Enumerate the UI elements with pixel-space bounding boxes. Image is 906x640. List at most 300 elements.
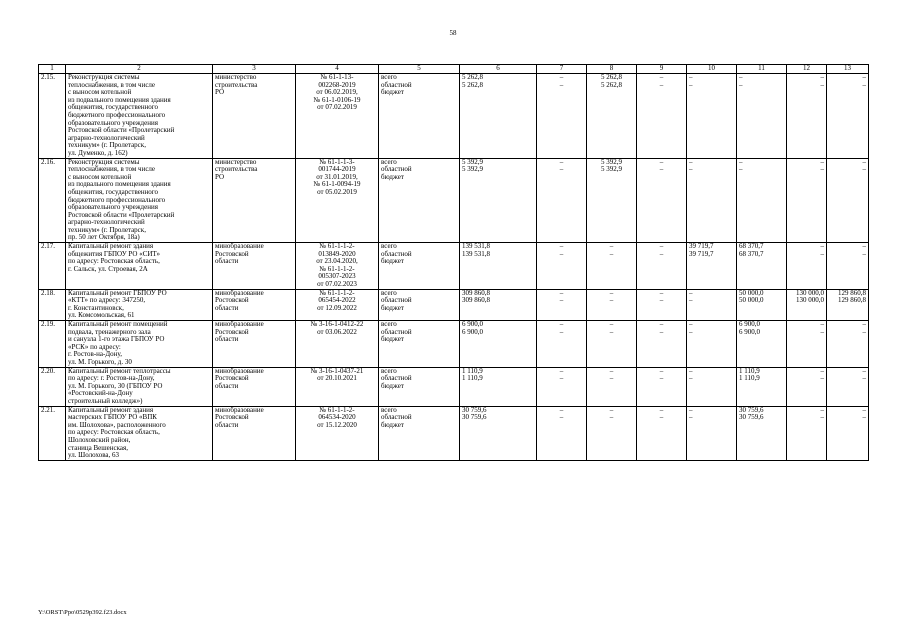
responsible-org-line: области <box>215 420 239 429</box>
amount-value: – <box>659 165 664 174</box>
amount-value: – <box>609 413 614 422</box>
amount-value: – <box>862 165 866 174</box>
document-ref-line: № 61-1-13- <box>320 73 354 81</box>
amount-value: – <box>559 406 564 414</box>
funding-source-line: бюджет <box>381 303 404 312</box>
amount-value: 39 719,7 <box>689 242 714 251</box>
funding-source-line: областной <box>381 413 412 422</box>
responsible-org-line: министерство <box>215 73 257 81</box>
object-name-line: г. Константиновск, <box>68 303 124 312</box>
document-ref-line: № 61-1-1-2- <box>319 264 355 273</box>
object-name <box>66 367 213 406</box>
funding-source-line: бюджет <box>381 335 404 344</box>
amount-value: 30 759,6 <box>739 406 764 414</box>
amount-value: – <box>659 296 664 305</box>
object-name <box>66 158 213 243</box>
amount-cell <box>637 158 687 243</box>
amount-cell <box>687 321 737 368</box>
responsible-org-line: Ростовской <box>215 327 249 336</box>
amount-value: – <box>689 367 693 375</box>
object-name-line: аграрно-технологический <box>68 133 145 142</box>
object-name-line: Капитальный ремонт помещений <box>68 320 168 328</box>
funding-source-line: бюджет <box>381 381 404 390</box>
amount-value: 130 000,0 <box>796 296 824 305</box>
funding-source-line: областной <box>381 165 412 174</box>
amount-cell <box>587 74 637 159</box>
object-name-line: общежития ГБПОУ РО «СИТ» <box>68 249 161 258</box>
amount-value: – <box>609 289 614 297</box>
amount-value: – <box>820 327 824 336</box>
object-name <box>66 289 213 320</box>
object-name-line: с выносом котельной <box>68 172 132 181</box>
amount-value: 139 531,8 <box>462 249 490 258</box>
amount-value: 5 392,9 <box>601 165 622 174</box>
amount-cell <box>537 74 587 159</box>
amount-value: – <box>559 242 564 251</box>
object-name-line: Реконструкция системы <box>68 73 140 81</box>
object-name-line: ул. М. Горького, д. 30 <box>68 357 132 366</box>
document-ref-line: от 23.04.2020, <box>316 257 358 266</box>
amount-cell <box>787 243 827 290</box>
responsible-org-line: области <box>215 303 239 312</box>
object-name-line: из подвального помещения здания <box>68 180 171 189</box>
object-name-line: общежития, государственного <box>68 103 159 112</box>
document-ref <box>296 289 379 320</box>
amount-value: 309 860,8 <box>462 289 490 297</box>
funding-source <box>379 158 460 243</box>
responsible-org-line: минобразование <box>215 367 264 375</box>
document-ref-line: 005307-2023 <box>318 272 356 281</box>
amount-cell <box>460 289 537 320</box>
amount-cell <box>827 367 869 406</box>
object-name-line: с выносом котельной <box>68 88 132 97</box>
amount-value: 6 900,0 <box>462 327 483 336</box>
object-name-line: и санузла 1-го этажа ГБПОУ РО <box>68 335 165 344</box>
table-row <box>39 321 869 368</box>
amount-value: – <box>559 165 564 174</box>
amount-value: – <box>559 73 564 81</box>
responsible-org <box>213 158 296 243</box>
responsible-org-line: области <box>215 335 239 344</box>
funding-source <box>379 74 460 159</box>
header-cell: 10 <box>687 65 737 74</box>
file-path-footer: Y:\ORST\Ppo\0529p392.f23.docx <box>38 609 127 616</box>
amount-cell <box>460 74 537 159</box>
document-ref-line: от 20.10.2021 <box>317 374 357 383</box>
amount-value: – <box>609 406 614 414</box>
document-ref-line: от 07.02.2019 <box>317 103 357 112</box>
amount-value: – <box>739 165 743 174</box>
responsible-org-line: министерство <box>215 158 257 166</box>
amount-value: – <box>689 165 693 174</box>
object-name-line: теплоснабжения, в том числе <box>68 80 156 89</box>
amount-value: 1 110,9 <box>462 374 483 383</box>
amount-value: – <box>609 327 614 336</box>
amount-value: 50 000,0 <box>739 289 764 297</box>
object-name-line: аграрно-технологический <box>68 218 145 227</box>
amount-value: – <box>689 289 693 297</box>
responsible-org-line: строительства <box>215 80 258 89</box>
header-cell: 6 <box>460 65 537 74</box>
responsible-org-line: области <box>215 257 239 266</box>
row-number: 2.19. <box>39 321 66 368</box>
amount-value: – <box>689 320 693 328</box>
amount-cell <box>687 243 737 290</box>
amount-value: – <box>659 73 664 81</box>
amount-value: – <box>659 249 664 258</box>
document-ref-line: № 61-1-0094-19 <box>313 180 361 189</box>
funding-source <box>379 243 460 290</box>
responsible-org-line: минобразование <box>215 242 264 251</box>
amount-value: – <box>820 73 824 81</box>
amount-value: – <box>689 80 693 89</box>
amount-value: – <box>862 242 866 251</box>
amount-value: – <box>689 413 693 422</box>
amount-cell <box>637 289 687 320</box>
amount-cell <box>737 367 787 406</box>
table-row <box>39 74 869 159</box>
funding-source-line: всего <box>381 73 397 81</box>
header-cell: 7 <box>537 65 587 74</box>
document-ref-line: 001744-2019 <box>318 165 356 174</box>
amount-value: – <box>609 320 614 328</box>
amount-value: – <box>659 406 664 414</box>
responsible-org-line: минобразование <box>215 406 264 414</box>
amount-cell <box>637 406 687 460</box>
amount-value: – <box>609 374 614 383</box>
funding-source-line: областной <box>381 80 412 89</box>
amount-cell <box>537 243 587 290</box>
object-name-line: по адресу: Ростовская область, <box>68 428 160 437</box>
amount-cell <box>827 74 869 159</box>
amount-value: 129 860,8 <box>838 289 866 297</box>
object-name-line: ул. Шолохова, 63 <box>68 451 120 460</box>
amount-value: 30 759,6 <box>462 406 487 414</box>
amount-cell <box>787 74 827 159</box>
amount-cell <box>737 321 787 368</box>
amount-cell <box>587 321 637 368</box>
header-cell: 12 <box>787 65 827 74</box>
responsible-org <box>213 74 296 159</box>
document-ref-line: от 05.02.2019 <box>317 187 357 196</box>
object-name-line: Капитальный ремонт теплотрассы <box>68 367 171 375</box>
amount-value: 6 900,0 <box>739 320 760 328</box>
amount-value: – <box>559 289 564 297</box>
amount-value: – <box>820 165 824 174</box>
amount-value: – <box>820 158 824 166</box>
document-ref <box>296 367 379 406</box>
document-ref <box>296 243 379 290</box>
amount-value: – <box>609 367 614 375</box>
amount-cell <box>737 158 787 243</box>
object-name-line: техникум» (г. Пролетарск, <box>68 225 146 234</box>
amount-cell <box>827 158 869 243</box>
amount-value: 1 110,9 <box>739 367 760 375</box>
amount-cell <box>587 367 637 406</box>
amount-value: – <box>862 249 866 258</box>
object-name-line: ул. Комсомольская, 61 <box>68 311 135 320</box>
table-row <box>39 289 869 320</box>
row-number: 2.18. <box>39 289 66 320</box>
amount-cell <box>787 321 827 368</box>
amount-value: – <box>820 242 824 251</box>
amount-value: – <box>739 158 743 166</box>
funding-source-line: всего <box>381 158 397 166</box>
amount-value: – <box>739 73 743 81</box>
funding-source-line: всего <box>381 320 397 328</box>
amount-cell <box>537 321 587 368</box>
responsible-org-line: строительства <box>215 165 258 174</box>
object-name-line: мастерских ГБПОУ РО «ВПК <box>68 413 157 422</box>
responsible-org-line: Ростовской <box>215 296 249 305</box>
amount-cell <box>687 367 737 406</box>
object-name-line: Капитальный ремонт здания <box>68 242 154 251</box>
funding-source <box>379 321 460 368</box>
amount-cell <box>737 243 787 290</box>
amount-value: – <box>559 413 564 422</box>
amount-value: 5 392,9 <box>462 165 483 174</box>
amount-value: 5 392,9 <box>601 158 622 166</box>
amount-value: 50 000,0 <box>739 296 764 305</box>
header-cell: 4 <box>296 65 379 74</box>
amount-cell <box>687 158 737 243</box>
amount-value: 68 370,7 <box>739 249 764 258</box>
object-name-line: «КТТ» по адресу: 347250, <box>68 296 146 305</box>
object-name <box>66 74 213 159</box>
responsible-org-line: Ростовской <box>215 374 249 383</box>
object-name-line: «Ростовский-на-Дону <box>68 389 133 398</box>
amount-cell <box>587 406 637 460</box>
row-number: 2.16. <box>39 158 66 243</box>
object-name-line: ул. Думенко, д. 162) <box>68 148 128 157</box>
amount-value: 39 719,7 <box>689 249 714 258</box>
funding-source-line: бюджет <box>381 257 404 266</box>
funding-source-line: областной <box>381 327 412 336</box>
document-ref-line: от 15.12.2020 <box>317 420 357 429</box>
amount-value: 6 900,0 <box>462 320 483 328</box>
amount-value: – <box>689 374 693 383</box>
amount-cell <box>637 74 687 159</box>
header-cell: 11 <box>737 65 787 74</box>
amount-cell <box>460 367 537 406</box>
object-name <box>66 243 213 290</box>
document-ref-line: № 61-1-1-2- <box>319 289 355 297</box>
document-ref-line: от 31.01.2019, <box>316 172 358 181</box>
amount-cell <box>460 243 537 290</box>
responsible-org-line: РО <box>215 88 225 97</box>
object-name-line: образовательного учреждения <box>68 118 158 127</box>
amount-value: – <box>609 242 614 251</box>
object-name-line: им. Шолохова», расположенного <box>68 420 166 429</box>
amount-value: – <box>659 374 664 383</box>
document-ref-line: 013849-2020 <box>318 249 356 258</box>
amount-value: – <box>659 367 664 375</box>
amount-value: – <box>559 296 564 305</box>
amount-value: 5 262,8 <box>601 73 622 81</box>
amount-value: – <box>689 158 693 166</box>
amount-value: – <box>739 80 743 89</box>
amount-value: – <box>862 80 866 89</box>
amount-value: – <box>609 249 614 258</box>
document-ref <box>296 158 379 243</box>
responsible-org-line: области <box>215 381 239 390</box>
object-name-line: станица Вешенская, <box>68 443 128 452</box>
header-cell: 9 <box>637 65 687 74</box>
funding-source-line: областной <box>381 296 412 305</box>
table-row <box>39 406 869 460</box>
document-ref-line: № 61-1-0106-19 <box>313 95 361 104</box>
amount-value: 68 370,7 <box>739 242 764 251</box>
responsible-org <box>213 406 296 460</box>
amount-cell <box>587 158 637 243</box>
document-ref <box>296 321 379 368</box>
object-name-line: г. Ростов-на-Дону, <box>68 350 122 359</box>
object-name-line: «РСК» по адресу: <box>68 342 121 351</box>
object-name-line: строительный колледж») <box>68 396 143 405</box>
object-name-line: по адресу: г. Ростов-на-Дону, <box>68 374 155 383</box>
amount-value: 309 860,8 <box>462 296 490 305</box>
amount-value: – <box>862 73 866 81</box>
header-cell: 2 <box>66 65 213 74</box>
amount-value: – <box>559 367 564 375</box>
amount-value: 5 262,8 <box>601 80 622 89</box>
amount-value: – <box>659 289 664 297</box>
funding-source-line: всего <box>381 406 397 414</box>
document-ref-line: от 07.02.2023 <box>317 280 357 289</box>
object-name-line: образовательного учреждения <box>68 203 158 212</box>
amount-value: 5 262,8 <box>462 80 483 89</box>
document-ref-line: № 3-16-1-0412-22 <box>310 320 364 328</box>
responsible-org-line: Ростовской <box>215 249 249 258</box>
header-cell: 3 <box>213 65 296 74</box>
document-ref-line: № 3-16-1-0437-21 <box>310 367 364 375</box>
amount-value: – <box>689 296 693 305</box>
responsible-org-line: минобразование <box>215 320 264 328</box>
amount-value: – <box>820 367 824 375</box>
header-cell: 1 <box>39 65 66 74</box>
amount-value: 1 110,9 <box>739 374 760 383</box>
object-name-line: Капитальный ремонт здания <box>68 406 154 414</box>
document-ref-line: от 06.02.2019, <box>316 88 358 97</box>
row-number: 2.21. <box>39 406 66 460</box>
object-name-line: Реконструкция системы <box>68 158 140 166</box>
amount-value: – <box>659 327 664 336</box>
amount-value: 5 392,9 <box>462 158 483 166</box>
document-ref <box>296 74 379 159</box>
amount-value: – <box>820 320 824 328</box>
funding-source <box>379 289 460 320</box>
amount-value: – <box>659 413 664 422</box>
document-ref-line: 064534-2020 <box>318 413 356 422</box>
object-name-line: теплоснабжения, в том числе <box>68 165 156 174</box>
funding-source-line: всего <box>381 367 397 375</box>
amount-value: 5 262,8 <box>462 73 483 81</box>
amount-value: – <box>659 320 664 328</box>
document-ref-line: 065454-2022 <box>318 296 356 305</box>
amount-value: 6 900,0 <box>739 327 760 336</box>
amount-cell <box>460 406 537 460</box>
amount-cell <box>460 158 537 243</box>
amount-value: – <box>559 158 564 166</box>
document-ref <box>296 406 379 460</box>
responsible-org-line: РО <box>215 172 225 181</box>
amount-value: – <box>862 327 866 336</box>
document-ref-line: от 12.09.2022 <box>317 303 357 312</box>
amount-cell <box>787 406 827 460</box>
table-row <box>39 367 869 406</box>
responsible-org-line: Ростовской <box>215 413 249 422</box>
amount-value: – <box>862 320 866 328</box>
amount-cell <box>827 289 869 320</box>
amount-cell <box>687 74 737 159</box>
responsible-org <box>213 243 296 290</box>
amount-cell <box>537 289 587 320</box>
responsible-org-line: минобразование <box>215 289 264 297</box>
object-name-line: Капитальный ремонт ГБПОУ РО <box>68 289 167 297</box>
amount-value: – <box>820 80 824 89</box>
amount-cell <box>637 367 687 406</box>
amount-cell <box>737 406 787 460</box>
object-name-line: подвала, тренажерного зала <box>68 327 151 336</box>
responsible-org <box>213 321 296 368</box>
amount-value: 30 759,6 <box>739 413 764 422</box>
amount-cell <box>827 406 869 460</box>
row-number: 2.20. <box>39 367 66 406</box>
object-name-line: техникум» (г. Пролетарск, <box>68 141 146 150</box>
amount-value: – <box>820 249 824 258</box>
amount-cell <box>737 74 787 159</box>
object-name <box>66 321 213 368</box>
table-row <box>39 158 869 243</box>
amount-value: – <box>862 367 866 375</box>
responsible-org <box>213 289 296 320</box>
object-name-line: г. Сальск, ул. Строевая, 2А <box>68 264 148 273</box>
amount-cell <box>787 289 827 320</box>
object-name-line: общежития, государственного <box>68 187 159 196</box>
amount-value: – <box>820 406 824 414</box>
responsible-org <box>213 367 296 406</box>
funding-source <box>379 406 460 460</box>
document-ref-line: № 61-1-1-3- <box>319 158 355 166</box>
document-ref-line: от 03.06.2022 <box>317 327 357 336</box>
object-name <box>66 406 213 460</box>
amount-value: – <box>559 320 564 328</box>
amount-cell <box>537 158 587 243</box>
amount-value: – <box>689 406 693 414</box>
amount-cell <box>587 243 637 290</box>
row-number: 2.17. <box>39 243 66 290</box>
amount-value: – <box>659 242 664 251</box>
amount-value: 1 110,9 <box>462 367 483 375</box>
amount-value: – <box>862 374 866 383</box>
object-name-line: из подвального помещения здания <box>68 95 171 104</box>
header-cell: 5 <box>379 65 460 74</box>
amount-value: 130 000,0 <box>796 289 824 297</box>
amount-value: – <box>609 296 614 305</box>
object-name-line: бюджетного профессионального <box>68 195 166 204</box>
amount-value: – <box>559 249 564 258</box>
amount-value: – <box>689 73 693 81</box>
funding-source-line: областной <box>381 249 412 258</box>
funding-source-line: бюджет <box>381 88 404 97</box>
amount-cell <box>460 321 537 368</box>
amount-cell <box>827 243 869 290</box>
amount-value: – <box>689 327 693 336</box>
amount-value: – <box>862 406 866 414</box>
header-cell: 8 <box>587 65 637 74</box>
object-name-line: бюджетного профессионального <box>68 110 166 119</box>
funding-source-line: бюджет <box>381 420 404 429</box>
